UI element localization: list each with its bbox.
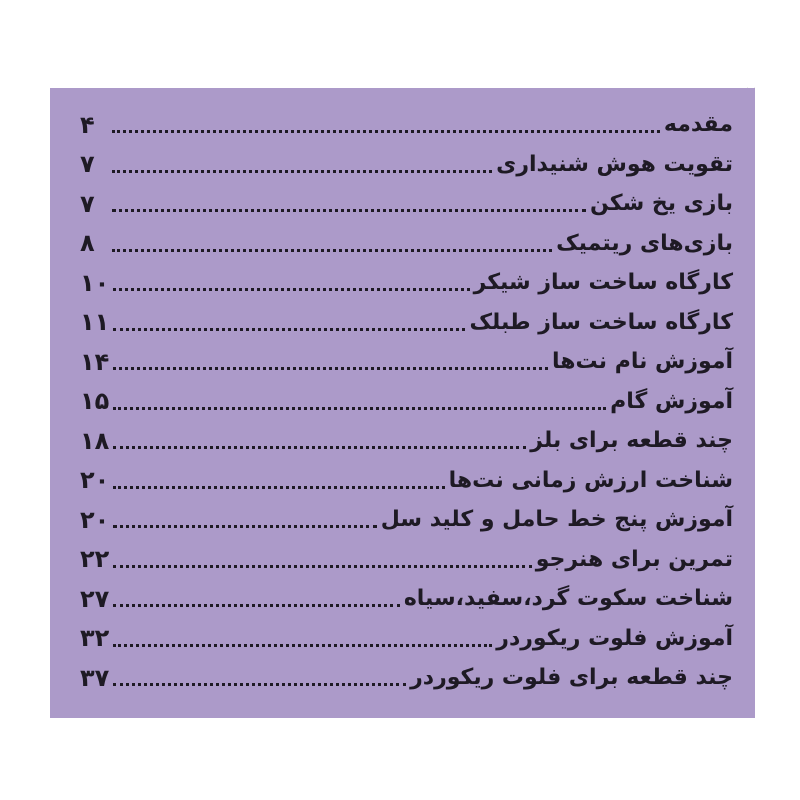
table-of-contents-panel: [50, 88, 755, 718]
toc-entry-title: مقدمه: [663, 112, 733, 138]
toc-entry-page: ۱۵: [80, 387, 110, 416]
toc-entry-page: ۷: [80, 150, 95, 179]
toc-entry: [80, 421, 733, 461]
dot-leader: [113, 644, 492, 647]
toc-entry-page: ۱۴: [80, 347, 110, 376]
toc-entry-page: ۲۰: [80, 466, 110, 495]
toc-entry: [80, 540, 733, 580]
toc-entry-page: ۲۰: [80, 505, 110, 534]
toc-entry-title: بازی‌های ریتمیک: [556, 230, 733, 256]
toc-entry-title: آموزش گام: [610, 388, 733, 414]
dot-leader: [113, 486, 444, 489]
toc-entry-page: ۲۷: [80, 584, 110, 613]
toc-entry: [80, 500, 733, 540]
dot-leader: [113, 604, 400, 607]
toc-list: [80, 105, 733, 698]
toc-entry-page: ۳۷: [80, 663, 110, 692]
toc-entry-title: شناخت ارزش زمانی نت‌ها: [448, 467, 733, 493]
toc-entry: [80, 461, 733, 501]
toc-entry-title: چند قطعه برای بلز: [530, 428, 733, 454]
toc-entry: [80, 619, 733, 659]
dot-leader: [113, 288, 469, 291]
toc-entry-page: ۷: [80, 189, 95, 218]
dot-leader: [113, 328, 465, 331]
dot-leader: [112, 130, 660, 133]
toc-entry-title: شناخت سکوت گرد،سفید،سیاه: [403, 586, 733, 612]
dot-leader: [113, 565, 531, 568]
toc-entry-page: ۱۸: [80, 426, 110, 455]
toc-entry-page: ۱۱: [80, 308, 110, 337]
toc-entry: [80, 579, 733, 619]
toc-entry-page: ۸: [80, 229, 95, 258]
toc-entry: [80, 184, 733, 224]
dot-leader: [112, 249, 552, 252]
toc-entry-page: ۲۲: [80, 545, 110, 574]
dot-leader: [112, 170, 492, 173]
toc-entry-page: ۱۰: [80, 268, 110, 297]
toc-entry: [80, 105, 733, 145]
toc-entry-title: آموزش فلوت ریکوردر: [496, 625, 733, 651]
toc-entry-title: آموزش پنج خط حامل و کلید سل: [380, 507, 733, 533]
toc-entry: [80, 382, 733, 422]
dot-leader: [113, 525, 376, 528]
toc-entry: [80, 342, 733, 382]
toc-entry-page: ۳۲: [80, 624, 110, 653]
toc-entry: [80, 224, 733, 264]
toc-entry: [80, 658, 733, 698]
toc-entry-title: کارگاه ساخت ساز طبلک: [469, 309, 733, 335]
toc-entry-title: چند قطعه برای فلوت ریکوردر: [410, 665, 733, 691]
toc-entry: [80, 145, 733, 185]
dot-leader: [113, 683, 406, 686]
toc-entry-title: تمرین برای هنرجو: [535, 546, 733, 572]
dot-leader: [113, 446, 526, 449]
toc-entry: [80, 263, 733, 303]
toc-entry-title: آموزش نام نت‌ها: [551, 349, 733, 375]
toc-entry: [80, 303, 733, 343]
toc-entry-title: تقویت هوش شنیداری: [496, 151, 733, 177]
toc-entry-title: بازی یخ شکن: [589, 191, 733, 217]
dot-leader: [112, 209, 586, 212]
toc-entry-page: ۴: [80, 110, 95, 139]
dot-leader: [113, 407, 606, 410]
dot-leader: [113, 367, 548, 370]
toc-entry-title: کارگاه ساخت ساز شیکر: [473, 270, 733, 296]
